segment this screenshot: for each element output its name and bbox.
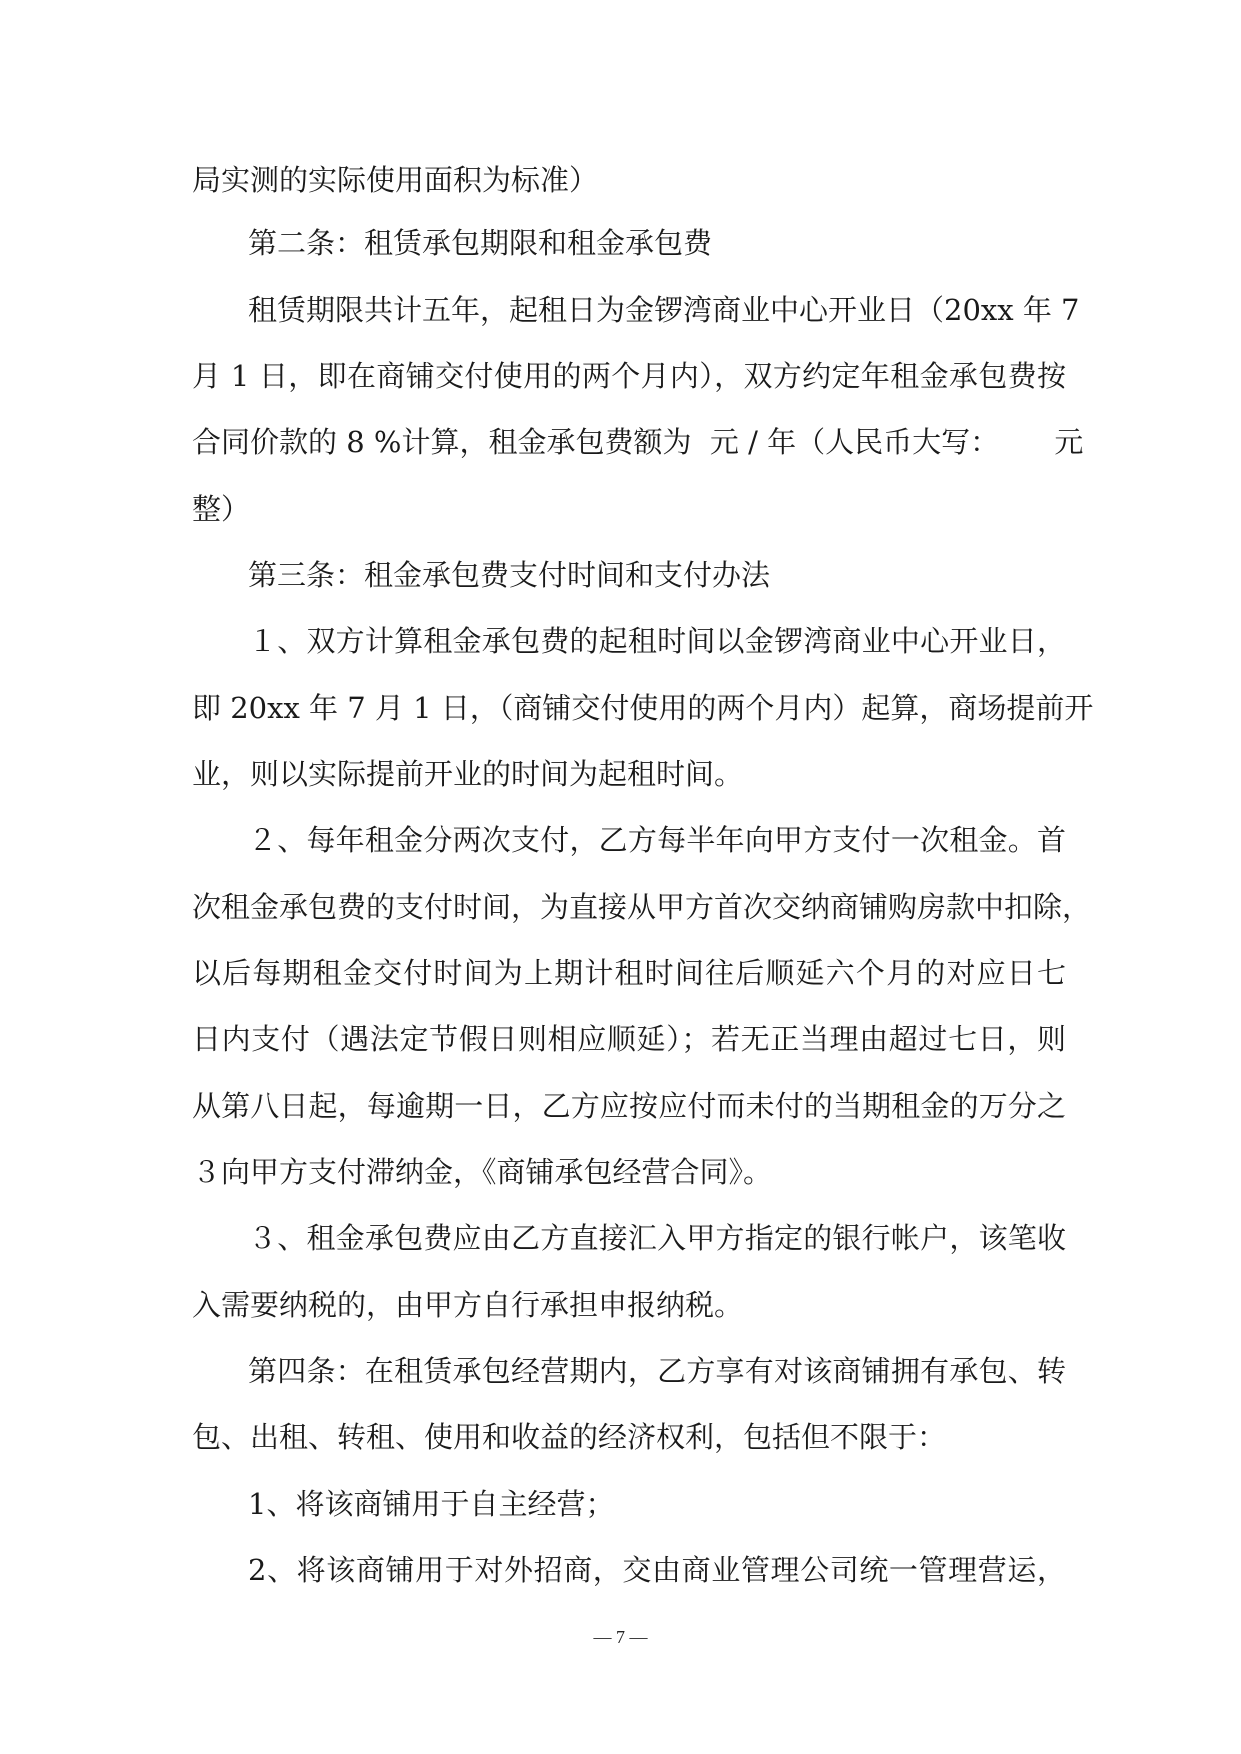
- text-line: 整）: [192, 492, 251, 526]
- text-line: ２、每年租金分两次支付，乙方每半年向甲方支付一次租金。首: [248, 823, 1066, 857]
- text-line: 月 1 日，即在商铺交付使用的两个月内），双方约定年租金承包费按: [192, 359, 1066, 393]
- text-line: ３向甲方支付滞纳金，《商铺承包经营合同》。: [192, 1155, 773, 1189]
- text-line: 即 20xx 年 7 月 1 日，（商铺交付使用的两个月内）起算，商场提前开: [192, 691, 1094, 725]
- text-line: １、双方计算租金承包费的起租时间以金锣湾商业中心开业日，: [248, 624, 1066, 658]
- text-line: 从第八日起，每逾期一日，乙方应按应付而未付的当期租金的万分之: [192, 1089, 1066, 1123]
- page-number: — 7 —: [593, 1627, 648, 1647]
- text-line: ３、租金承包费应由乙方直接汇入甲方指定的银行帐户，该笔收: [248, 1221, 1066, 1255]
- text-line: 合同价款的 8 %计算，租金承包费额为 元 / 年（人民币大写： 元: [192, 425, 1084, 459]
- article-heading: 第四条：在租赁承包经营期内，乙方享有对该商铺拥有承包、转: [248, 1354, 1066, 1388]
- text-line: 包、出租、转租、使用和收益的经济权利，包括但不限于：: [192, 1420, 947, 1454]
- text-line: 以后每期租金交付时间为上期计租时间往后顺延六个月的对应日七: [192, 956, 1066, 990]
- article-heading: 第二条：租赁承包期限和租金承包费: [248, 226, 713, 260]
- text-line: 局实测的实际使用面积为标准）: [192, 163, 599, 197]
- text-line: 租赁期限共计五年，起租日为金锣湾商业中心开业日（20xx 年 7: [248, 293, 1080, 327]
- text-line: 日内支付（遇法定节假日则相应顺延）；若无正当理由超过七日，则: [192, 1022, 1066, 1056]
- list-item: 2、将该商铺用于对外招商，交由商业管理公司统一管理营运，: [248, 1553, 1066, 1587]
- text-line: 业，则以实际提前开业的时间为起租时间。: [192, 757, 744, 791]
- list-item: 1、将该商铺用于自主经营；: [248, 1487, 615, 1521]
- article-heading: 第三条：租金承包费支付时间和支付办法: [248, 558, 771, 592]
- text-line: 次租金承包费的支付时间，为直接从甲方首次交纳商铺购房款中扣除，: [192, 890, 1092, 924]
- text-line: 入需要纳税的，由甲方自行承担申报纳税。: [192, 1288, 744, 1322]
